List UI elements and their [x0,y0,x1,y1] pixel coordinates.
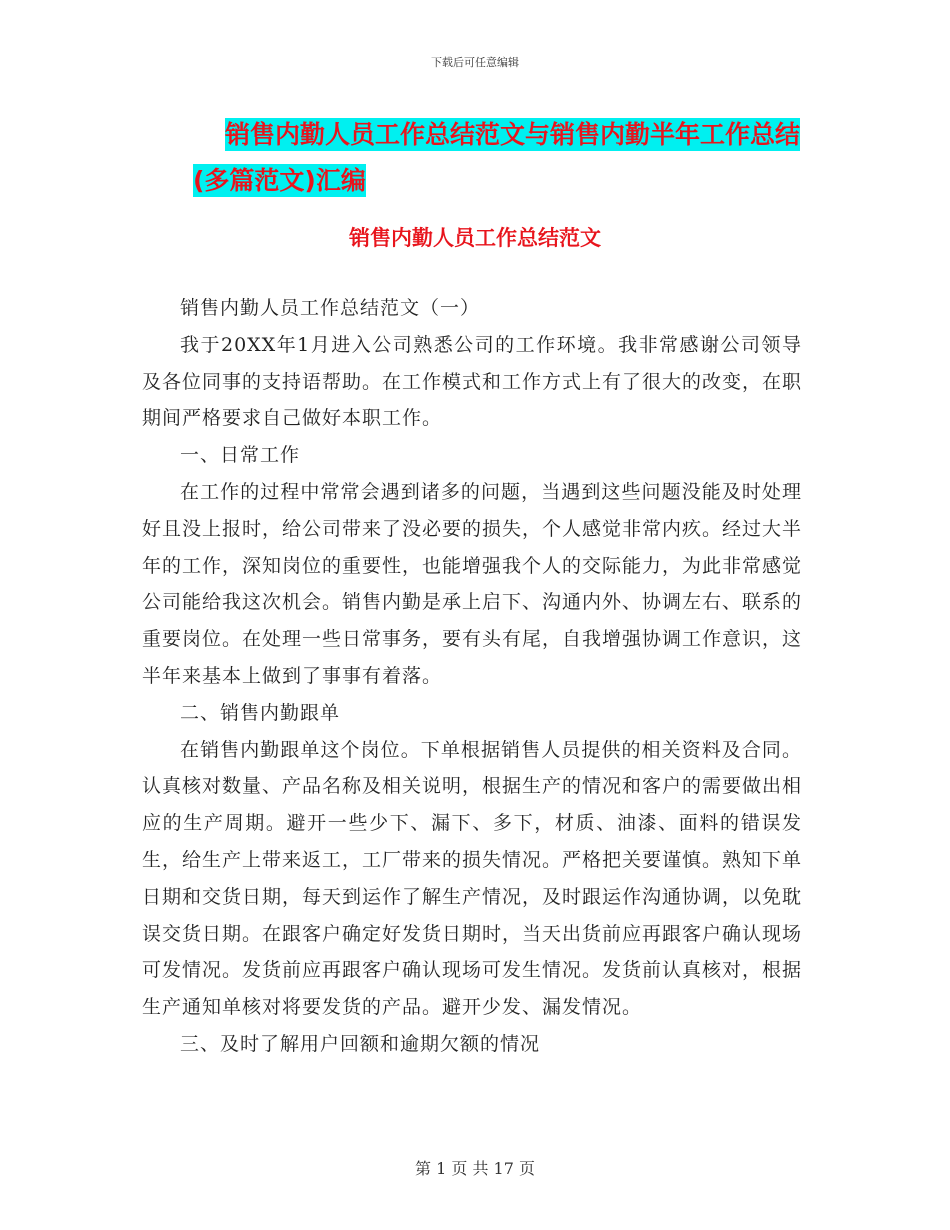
document-title [140,112,810,204]
document-title-line-1: 销售内勤人员工作总结范文与销售内勤半年工作总结 [224,120,800,149]
section-title: 销售内勤人员工作总结范文 [349,226,601,250]
subtitle-paragraph: 销售内勤人员工作总结范文（一） [180,297,481,319]
daily-work-paragraph: 在工作的过程中常常会遇到诸多的问题，当遇到这些问题没能及时处理好且没上报时，给公司带来了没必要的损失，个人感觉非常内疚。经过大半年的工作，深知岗位的重要性，也能增强我个人的交际能力，为此非常感觉公司能给我这次机会。销售内勤是承上启下、沟通内外、协调左右、联系的重要岗位。在处理一些日常事务，要有头有尾，自我增强协调工作意识，这半年来基本上做到了事事有着落。 [142,480,803,687]
intro-paragraph: 我于20XX年1月进入公司熟悉公司的工作环境。我非常感谢公司领导及各位同事的支持语帮助。在工作模式和工作方式上有了很大的改变，在职期间严格要求自己做好本职工作。 [142,333,803,430]
page-header-note: 下载后可任意编辑 [431,56,519,69]
order-tracking-paragraph: 在销售内勤跟单这个岗位。下单根据销售人员提供的相关资料及合同。认真核对数量、产品名称及相关说明，根据生产的情况和客户的需要做出相应的生产周期。避开一些少下、漏下、多下，材质、油漆、面料的错误发生，给生产上带来返工，工厂带来的损失情况。严格把关要谨慎。熟知下单日期和交货日期，每天到运作了解生产情况，及时跟运作沟通协调，以免耽误交货日期。在跟客户确定好发货日期时，当天出货前应再跟客户确认现场可发情况。发货前应再跟客户确认现场可发生情况。发货前认真核对，根据生产通知单核对将要发货的产品。避开少发、漏发情况。 [142,738,803,1019]
page-number: 第 1 页 共 17 页 [415,1159,535,1178]
document-body [142,290,802,1063]
document-title-line-2: (多篇范文)汇编 [193,166,366,195]
heading-payment-status: 三、及时了解用户回额和逾期欠额的情况 [180,1032,541,1055]
heading-order-tracking: 二、销售内勤跟单 [180,701,341,724]
heading-daily-work: 一、日常工作 [180,444,301,467]
